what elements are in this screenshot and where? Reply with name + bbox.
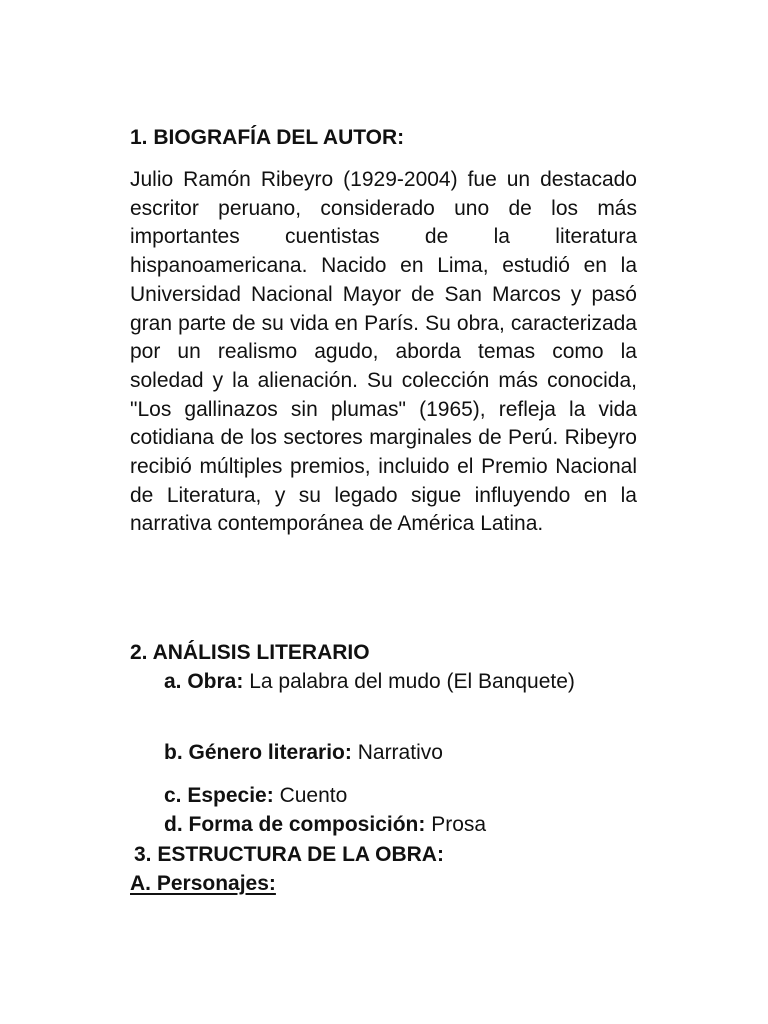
analysis-item-value: Cuento bbox=[279, 784, 348, 807]
analysis-item-especie bbox=[130, 781, 637, 810]
section-1-heading: 1. BIOGRAFÍA DEL AUTOR: bbox=[130, 126, 405, 149]
analysis-item-genero bbox=[130, 738, 637, 767]
analysis-item-label: a. Obra: bbox=[164, 670, 244, 693]
analysis-item-value: Prosa bbox=[431, 813, 487, 836]
analysis-item-value: La palabra del mudo (El Banquete) bbox=[249, 670, 575, 693]
author-biography-paragraph: Julio Ramón Ribeyro (1929-2004) fue un destacado escritor peruano, considerado uno de los más importantes cuentistas de la literatura hispanoamericana. Nacido en Lima, estudió en la Universidad Nacional Mayor de San Marcos y pasó gran parte de su vida en París. Su obra, caracterizada por un realismo agudo, aborda temas como la soledad y la alienación. Su colección más conocida, "Los gallinazos sin plumas" (1965), refleja la vida cotidiana de los sectores marginales de Perú. Ribeyro recibió múltiples premios, incluido el Premio Nacional de Literatura, y su legado sigue influyendo en la narrativa contemporánea de América Latina. bbox=[130, 168, 637, 536]
analysis-item-obra bbox=[130, 667, 637, 696]
analysis-item-label: d. Forma de composición: bbox=[164, 813, 426, 836]
section-3-heading: 3. ESTRUCTURA DE LA OBRA: bbox=[134, 843, 444, 866]
section-2-heading: 2. ANÁLISIS LITERARIO bbox=[130, 641, 370, 664]
characters-subheading: A. Personajes: bbox=[130, 872, 276, 895]
analysis-item-label: b. Género literario: bbox=[164, 741, 352, 764]
analysis-item-label: c. Especie: bbox=[164, 784, 274, 807]
analysis-item-value: Narrativo bbox=[357, 741, 443, 764]
analysis-item-forma bbox=[130, 810, 637, 839]
